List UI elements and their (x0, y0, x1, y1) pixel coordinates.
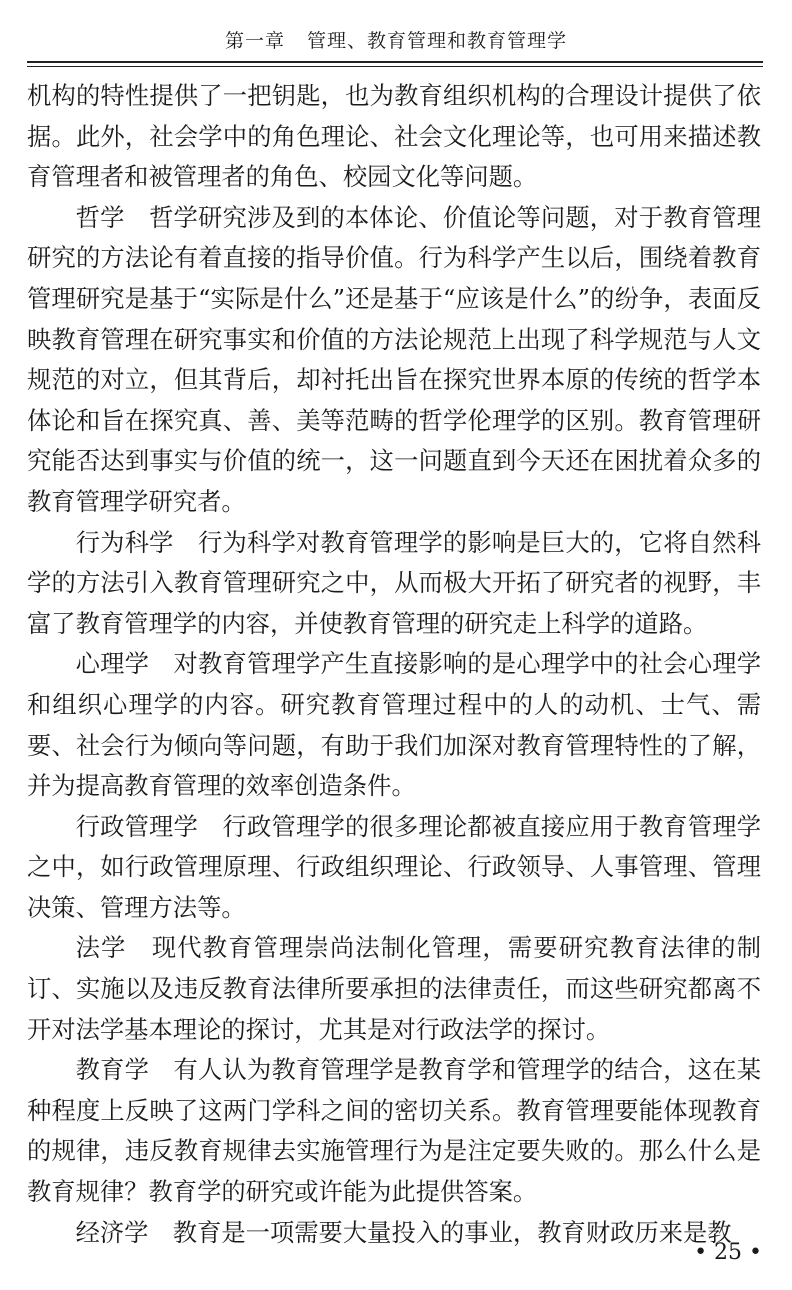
header-rule-thick (27, 61, 763, 63)
body-text (27, 76, 761, 1253)
chapter-title: 管理、教育管理和教育管理学 (307, 30, 568, 52)
paragraph-continued (27, 76, 761, 198)
paragraph-term: 行为科学 (75, 527, 174, 557)
chapter-number: 第一章 (224, 30, 285, 52)
page-number: • 25 • (694, 1240, 762, 1265)
paragraph-public-administration (27, 807, 761, 929)
paragraph-term: 法学 (75, 933, 127, 963)
paragraph-text: 有人认为教育管理学是教育学和管理学的结合，这在某种程度上反映了这两门学科之间的密切关系。教育管理要能体现教育的规律，违反教育规律去实施管理行为是注定要失败的。那么什么是教育规律？教育学的研究或许能为此提供答案。 (27, 1055, 762, 1207)
paragraph-pedagogy (27, 1050, 761, 1212)
paragraph-text: 行为科学对教育管理学的影响是巨大的，它将自然科学的方法引入教育管理研究之中，从而极大开拓了研究者的视野，丰富了教育管理学的内容，并使教育管理的研究走上科学的道路。 (27, 527, 762, 638)
paragraph-text: 现代教育管理崇尚法制化管理，需要研究教育法律的制订、实施以及违反教育法律所要承担的法律责任，而这些研究都离不开对法学基本理论的探讨，尤其是对行政法学的探讨。 (27, 933, 762, 1044)
paragraph-term: 经济学 (75, 1217, 149, 1247)
header-rule-thin (27, 66, 763, 67)
paragraph-behavioral-science (27, 523, 761, 645)
paragraph-economics (27, 1213, 761, 1254)
paragraph-philosophy (27, 198, 761, 523)
paragraph-term: 教育学 (75, 1055, 150, 1085)
paragraph-text: 机构的特性提供了一把钥匙，也为教育组织机构的合理设计提供了依据。此外，社会学中的角色理论、社会文化理论等，也可用来描述教育管理者和被管理者的角色、校园文化等问题。 (27, 81, 761, 192)
paragraph-term: 行政管理学 (75, 811, 199, 841)
paragraph-law (27, 928, 761, 1050)
paragraph-term: 心理学 (75, 649, 150, 679)
paragraph-term: 哲学 (75, 202, 125, 232)
paragraph-text: 对教育管理学产生直接影响的是心理学中的社会心理学和组织心理学的内容。研究教育管理过程中的人的动机、士气、需要、社会行为倾向等问题，有助于我们加深对教育管理特性的了解，并为提高教育管理的效率创造条件。 (27, 649, 762, 801)
paragraph-text: 教育是一项需要大量投入的事业，教育财政历来是教 (172, 1217, 732, 1247)
paragraph-text: 哲学研究涉及到的本体论、价值论等问题，对于教育管理研究的方法论有着直接的指导价值。行为科学产生以后，围绕着教育管理研究是基于“实际是什么”还是基于“应该是什么”的纷争，表面反映教育管理在研究事实和价值的方法论规范上出现了科学规范与人文规范的对立，但其背后，却衬托出旨在探究世界本原的传统的哲学本体论和旨在探究真、善、美等范畴的哲学伦理学的区别。教育管理研究能否达到事实与价值的统一，这一问题直到今天还在困扰着众多的教育管理学研究者。 (27, 202, 762, 516)
paragraph-text: 行政管理学的很多理论都被直接应用于教育管理学之中，如行政管理原理、行政组织理论、行政领导、人事管理、管理决策、管理方法等。 (27, 811, 762, 922)
paragraph-psychology (27, 644, 761, 806)
running-header (0, 28, 792, 54)
